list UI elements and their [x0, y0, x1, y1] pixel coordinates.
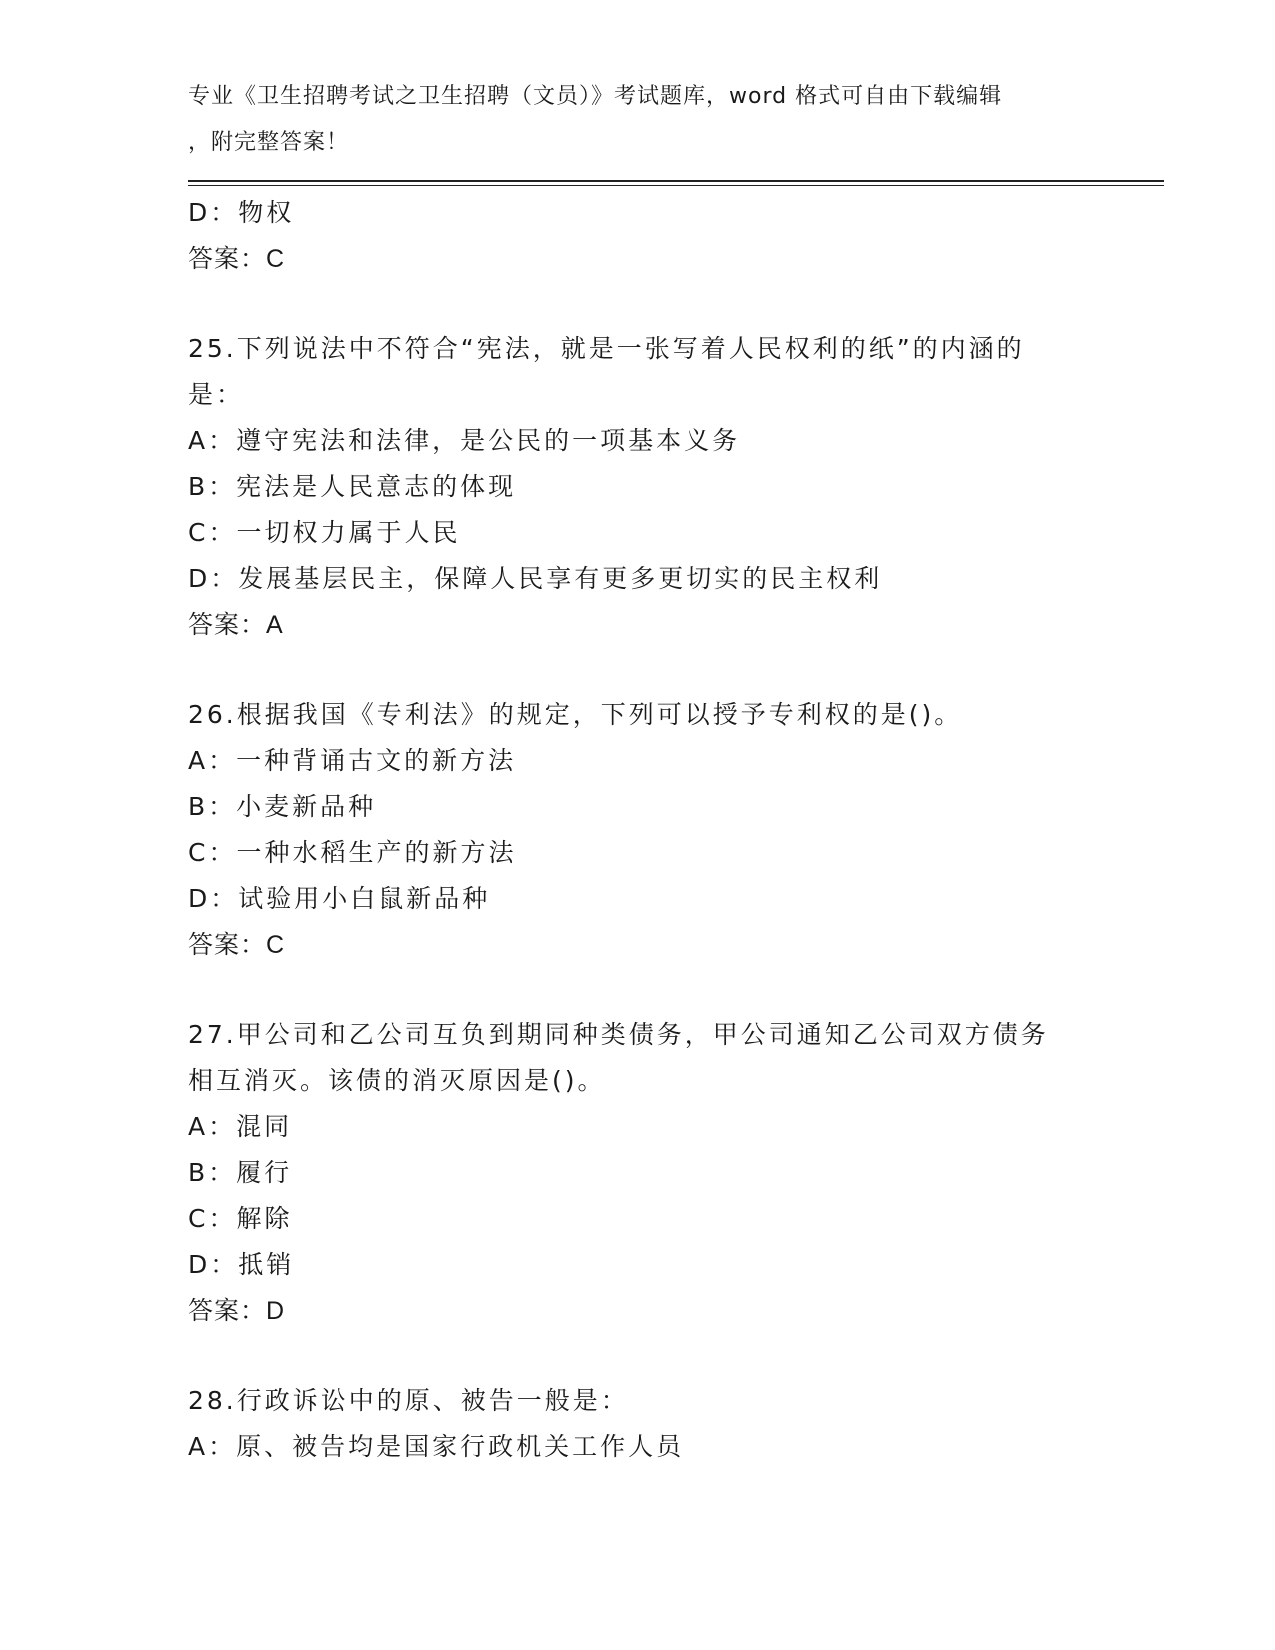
option-d: D：试验用小白鼠新品种: [188, 884, 491, 913]
header-line-2: ，附完整答案！: [188, 130, 350, 155]
question-stem-line: 28.行政诉讼中的原、被告一般是：: [188, 1386, 629, 1415]
option-c: C：解除: [188, 1204, 293, 1233]
question-list: [188, 190, 1088, 1470]
document-header: [188, 74, 1088, 166]
header-divider-thin: [188, 185, 1164, 186]
option-a: A：遵守宪法和法律，是公民的一项基本义务: [188, 426, 741, 455]
prev-option-d: D：物权: [188, 198, 295, 227]
question-26: [188, 692, 1088, 968]
option-c: C：一切权力属于人民: [188, 518, 461, 547]
answer-line: 答案：C: [188, 931, 286, 959]
option-d: D：发展基层民主，保障人民享有更多更切实的民主权利: [188, 564, 883, 593]
header-divider-thick: [188, 180, 1164, 182]
question-28: [188, 1378, 1088, 1470]
question-25: [188, 326, 1088, 648]
question-stem-line: 27.甲公司和乙公司互负到期同种类债务，甲公司通知乙公司双方债务: [188, 1020, 1049, 1049]
question-stem-line: 26.根据我国《专利法》的规定，下列可以授予专利权的是()。: [188, 700, 963, 729]
answer-line: 答案：A: [188, 611, 284, 639]
question-stem-line: 25.下列说法中不符合“宪法，就是一张写着人民权利的纸”的内涵的: [188, 334, 1025, 363]
header-line-1: 专业《卫生招聘考试之卫生招聘（文员）》考试题库，word 格式可自由下载编辑: [188, 84, 1003, 109]
option-b: B：履行: [188, 1158, 293, 1187]
option-c: C：一种水稻生产的新方法: [188, 838, 517, 867]
question-27: [188, 1012, 1088, 1334]
option-a: A：混同: [188, 1112, 293, 1141]
question-stem-line: 是：: [188, 380, 245, 409]
option-d: D：抵销: [188, 1250, 295, 1279]
option-b: B：宪法是人民意志的体现: [188, 472, 517, 501]
option-a: A：一种背诵古文的新方法: [188, 746, 517, 775]
option-a: A：原、被告均是国家行政机关工作人员: [188, 1432, 685, 1461]
answer-line: 答案：D: [188, 1297, 286, 1325]
question-stem-line: 相互消灭。该债的消灭原因是()。: [188, 1066, 606, 1095]
option-b: B：小麦新品种: [188, 792, 377, 821]
prev-answer: 答案：C: [188, 245, 286, 273]
